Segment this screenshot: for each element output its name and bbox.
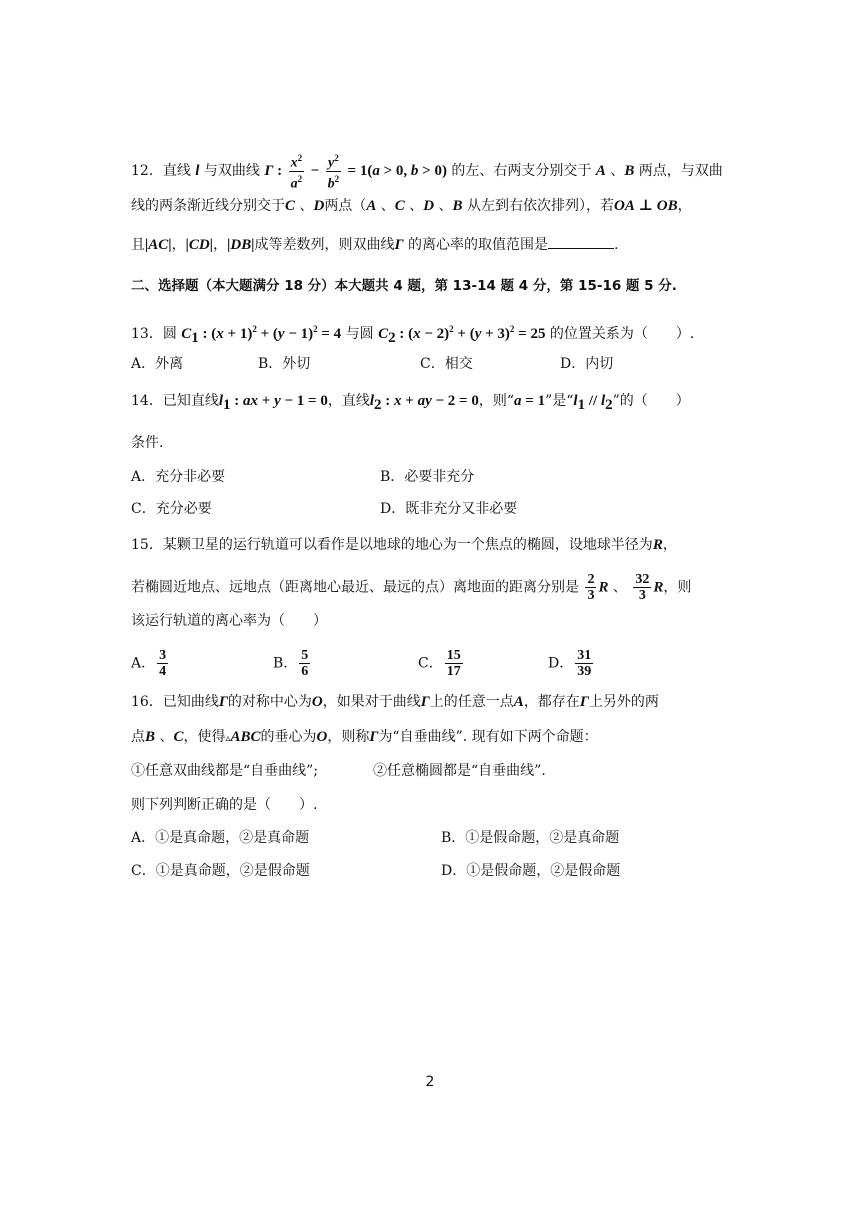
q14-line2: 条件. bbox=[131, 435, 164, 451]
q12-text: 两点，与双曲 bbox=[638, 163, 723, 180]
q15-option-b bbox=[273, 648, 312, 679]
q14-option-d: D．既非充分又非必要 bbox=[380, 501, 518, 517]
section-heading: 二、选择题（本大题满分 18 分）本大题共 4 题，第 13-14 题 4 分，第 15-16 题 5 分. bbox=[131, 278, 677, 294]
q16-text: 上另外的两 bbox=[588, 694, 659, 710]
q13-option-a: A．外离 bbox=[131, 356, 184, 372]
q16-proposition-2: ②任意椭圆都是“自垂曲线”. bbox=[373, 763, 546, 779]
q12-line3: 且|AC|，|CD|，|DB|成等差数列，则双曲线Γ 的离心率的取值范围是 . bbox=[131, 237, 619, 253]
q12-line2: 线的两条渐近线分别交于C 、D两点（A 、C 、D 、B 从左到右依次排列），若OA ⊥ OB， bbox=[131, 198, 692, 214]
q12-text: 两点（ bbox=[324, 198, 367, 214]
option-numerator: 5 bbox=[301, 648, 309, 663]
q13-option-d: D．内切 bbox=[560, 356, 614, 372]
q16-text: 16．已知曲线 bbox=[131, 694, 219, 710]
q12-text: 从左到右依次排列），若 bbox=[467, 198, 615, 214]
q15-option-d bbox=[548, 648, 595, 679]
option-denominator: 39 bbox=[577, 664, 592, 679]
q14-text: ”是“ bbox=[545, 393, 574, 409]
q13-text: 与圆 bbox=[345, 326, 374, 342]
q12-text: 成等差数列，则双曲线 bbox=[254, 237, 395, 253]
q12-text: 的左、右两支分别交于 bbox=[451, 163, 592, 180]
q16-text: ，使得 bbox=[183, 729, 226, 745]
q13-option-b: B．外切 bbox=[258, 356, 311, 372]
q14-text: 14．已知直线 bbox=[131, 393, 219, 409]
q16-option-d: D．①是假命题，②是假命题 bbox=[441, 863, 621, 879]
option-label: D． bbox=[548, 655, 574, 672]
q16-text: 的垂心为 bbox=[260, 729, 317, 745]
q14-option-a: A．充分非必要 bbox=[131, 469, 226, 485]
option-label: A． bbox=[131, 655, 156, 672]
q16-option-a: A．①是真命题，②是真命题 bbox=[131, 830, 310, 846]
option-denominator: 4 bbox=[159, 664, 167, 679]
q15-text: 15．某颗卫星的运行轨道可以看作是以地球的地心为一个焦点的椭圆，设地球半径为 bbox=[131, 537, 653, 553]
q14-option-c: C．充分必要 bbox=[131, 501, 212, 517]
option-denominator: 17 bbox=[446, 664, 461, 679]
q16-text: 点 bbox=[131, 729, 145, 745]
q14-text: ，直线 bbox=[327, 393, 370, 409]
page-number: 2 bbox=[425, 1074, 435, 1090]
q16-line1: 16．已知曲线Γ的对称中心为O，如果对于曲线Γ上的任意一点A，都存在Γ上另外的两 bbox=[131, 694, 659, 710]
q14-text: ”的（ ） bbox=[612, 393, 690, 409]
q12-text: 与双曲线 bbox=[203, 163, 260, 180]
option-label: B． bbox=[273, 655, 298, 672]
q12-text: 的离心率的取值范围是 bbox=[408, 237, 549, 253]
q14-option-b: B．必要非充分 bbox=[380, 469, 475, 485]
q15-text: ，则 bbox=[663, 579, 692, 596]
q15-option-c bbox=[418, 648, 465, 679]
q16-option-c: C．①是真命题，②是假命题 bbox=[131, 863, 310, 879]
q16-text: ，如果对于曲线 bbox=[322, 694, 421, 710]
q16-text: 上的任意一点 bbox=[429, 694, 514, 710]
q14-text: ，则“ bbox=[478, 393, 515, 409]
q16-text: ，都存在 bbox=[523, 694, 580, 710]
q12-text: . bbox=[614, 237, 619, 253]
q12-text: 12．直线 bbox=[131, 163, 191, 180]
q15-line3: 该运行轨道的离心率为（ ） bbox=[131, 613, 327, 629]
q12-line1: 12．直线 l 与双曲线 Γ : $\frac{x^2}{a^2}$ − $\frac{y^2}{b^2}$ = 1(a > 0, b > 0) 的左、右两支分别交于 A 、B 两点，与双曲 bbox=[131, 153, 723, 192]
option-label: C． bbox=[418, 655, 443, 672]
q16-line2: 点B 、C，使得▵ABC的垂心为O，则称Γ为“自垂曲线”. 现有如下两个命题： bbox=[131, 729, 598, 745]
q12-text: 线的两条渐近线分别交于 bbox=[131, 198, 285, 214]
q14-line1: 14．已知直线$l_1$ : ax + y − 1 = 0，直线$l_2$ : x + ay − 2 = 0，则“a = 1”是“$l_1 // l_2$”的（ ） bbox=[131, 393, 690, 413]
q13-option-c: C．相交 bbox=[420, 356, 473, 372]
q12-text: 且 bbox=[131, 237, 145, 253]
q16-line4: 则下列判断正确的是（ ）. bbox=[131, 797, 318, 813]
q13-line: 13．圆 $C_1$ : $(x + 1)^2 + (y - 1)^2 = 4$ 与圆 $C_2$ : $(x - 2)^2 + (y + 3)^2 = 25$ 的位置关系为（ ）. bbox=[131, 324, 695, 346]
q16-proposition-1: ①任意双曲线都是“自垂曲线”; bbox=[131, 763, 319, 779]
option-denominator: 6 bbox=[301, 664, 309, 679]
q16-option-b: B．①是假命题，②是真命题 bbox=[441, 830, 620, 846]
q13-text: 的位置关系为（ ）. bbox=[549, 326, 695, 342]
q16-text: 为“自垂曲线”. 现有如下两个命题： bbox=[378, 729, 598, 745]
q16-text: 的对称中心为 bbox=[227, 694, 312, 710]
q13-text: 13．圆 bbox=[131, 326, 177, 342]
option-numerator: 3 bbox=[159, 648, 167, 663]
answer-blank bbox=[548, 236, 614, 249]
option-numerator: 15 bbox=[446, 648, 461, 663]
q15-text: 若椭圆近地点、远地点（距离地心最近、最远的点）离地面的距离分别是 bbox=[131, 579, 579, 596]
q15-option-a bbox=[131, 648, 170, 679]
q15-line2: 若椭圆近地点、远地点（距离地心最近、最远的点）离地面的距离分别是 $\frac{2}{3}$ R 、 $\frac{32}{3}$ R，则 bbox=[131, 572, 692, 603]
option-numerator: 31 bbox=[577, 648, 592, 663]
q15-line1: 15．某颗卫星的运行轨道可以看作是以地球的地心为一个焦点的椭圆，设地球半径为R， bbox=[131, 537, 677, 553]
q16-text: ，则称 bbox=[327, 729, 370, 745]
